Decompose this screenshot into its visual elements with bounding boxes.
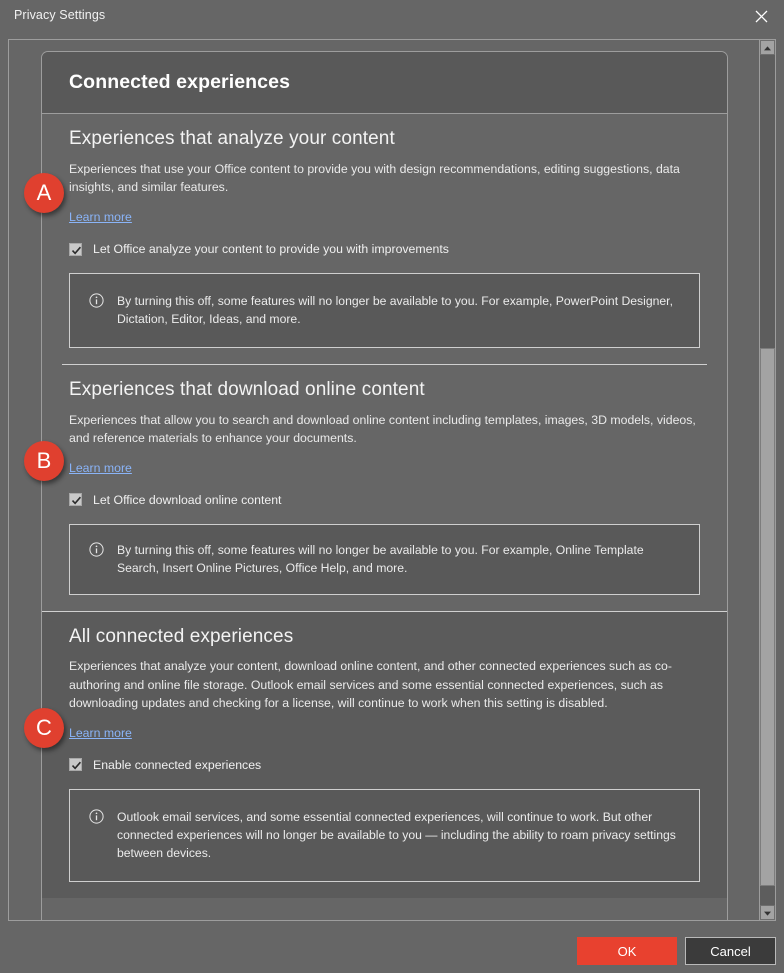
ok-button[interactable]: OK: [577, 937, 677, 965]
chevron-down-icon: [763, 904, 772, 922]
info-box: [69, 524, 700, 595]
learn-more-link[interactable]: Learn more: [69, 460, 132, 475]
annotation-badge-c: C: [24, 708, 64, 748]
checkmark-icon: [71, 760, 82, 771]
checkbox-label: Let Office download online content: [93, 492, 282, 507]
section-title: Experiences that download online content: [69, 378, 425, 400]
section-download-online-content: [42, 365, 727, 611]
scroll-up-button[interactable]: [760, 40, 775, 55]
checkbox-row[interactable]: [69, 242, 700, 256]
checkbox-let-office-download[interactable]: [69, 493, 82, 506]
vertical-scrollbar[interactable]: [759, 39, 776, 921]
dialog-body: [0, 32, 784, 929]
annotation-badge-b: B: [24, 441, 64, 481]
checkbox-row[interactable]: [69, 493, 700, 507]
close-icon: [755, 10, 768, 23]
checkmark-icon: [71, 495, 82, 506]
info-box-text: By turning this off, some features will no longer be available to you. For example, Online Template Search, Insert Online Pictures, Office Help, and more.: [117, 542, 644, 576]
connected-experiences-card: [41, 51, 728, 921]
info-icon: [89, 293, 104, 313]
title-bar: [0, 0, 784, 32]
info-box: [69, 273, 700, 348]
section-description: Experiences that analyze your content, download online content, and other connected experiences such as co-authoring and online file storage. Outlook email services and some essential connected experiences, such as downloading updates and checking for a license, will continue to work when this setting is disabled.: [69, 659, 672, 710]
dialog-footer: [0, 929, 784, 973]
info-box-text: By turning this off, some features will no longer be available to you. For example, PowerPoint Designer, Dictation, Editor, Ideas, and more.: [117, 294, 673, 327]
scrollbar-thumb[interactable]: [760, 348, 775, 886]
info-box: [69, 789, 700, 882]
scrollbar-track[interactable]: [760, 55, 775, 905]
checkmark-icon: [71, 245, 82, 256]
card-header: [42, 52, 727, 114]
close-window-button[interactable]: [738, 0, 784, 32]
section-analyze-content: [42, 114, 727, 364]
scroll-viewport: [8, 39, 760, 921]
checkbox-label: Enable connected experiences: [93, 757, 262, 772]
info-icon: [89, 809, 104, 829]
checkbox-label: Let Office analyze your content to provide you with improvements: [93, 242, 449, 257]
checkbox-enable-connected-experiences[interactable]: [69, 758, 82, 771]
section-title: Experiences that analyze your content: [69, 128, 395, 149]
section-description: Experiences that use your Office content to provide you with design recommendations, editing suggestions, data insights, and similar features.: [69, 161, 680, 194]
section-all-connected-experiences: [42, 612, 727, 898]
checkbox-row[interactable]: [69, 758, 700, 772]
checkbox-let-office-analyze[interactable]: [69, 243, 82, 256]
learn-more-link[interactable]: Learn more: [69, 725, 132, 740]
chevron-up-icon: [763, 39, 772, 57]
section-title: All connected experiences: [69, 625, 294, 647]
section-description: Experiences that allow you to search and download online content including templates, images, 3D models, videos, and reference materials to enhance your documents.: [69, 412, 696, 445]
scroll-down-button[interactable]: [760, 905, 775, 920]
cancel-button[interactable]: Cancel: [685, 937, 776, 965]
annotation-badge-a: A: [24, 173, 64, 213]
info-icon: [89, 542, 104, 562]
window-title: Privacy Settings: [14, 8, 106, 22]
learn-more-link[interactable]: Learn more: [69, 210, 132, 225]
info-box-text: Outlook email services, and some essential connected experiences, will continue to work. But other connected experiences will no longer be available to you — including the ability to roam privacy settings between devices.: [117, 809, 676, 861]
page-title: Connected experiences: [69, 71, 291, 93]
